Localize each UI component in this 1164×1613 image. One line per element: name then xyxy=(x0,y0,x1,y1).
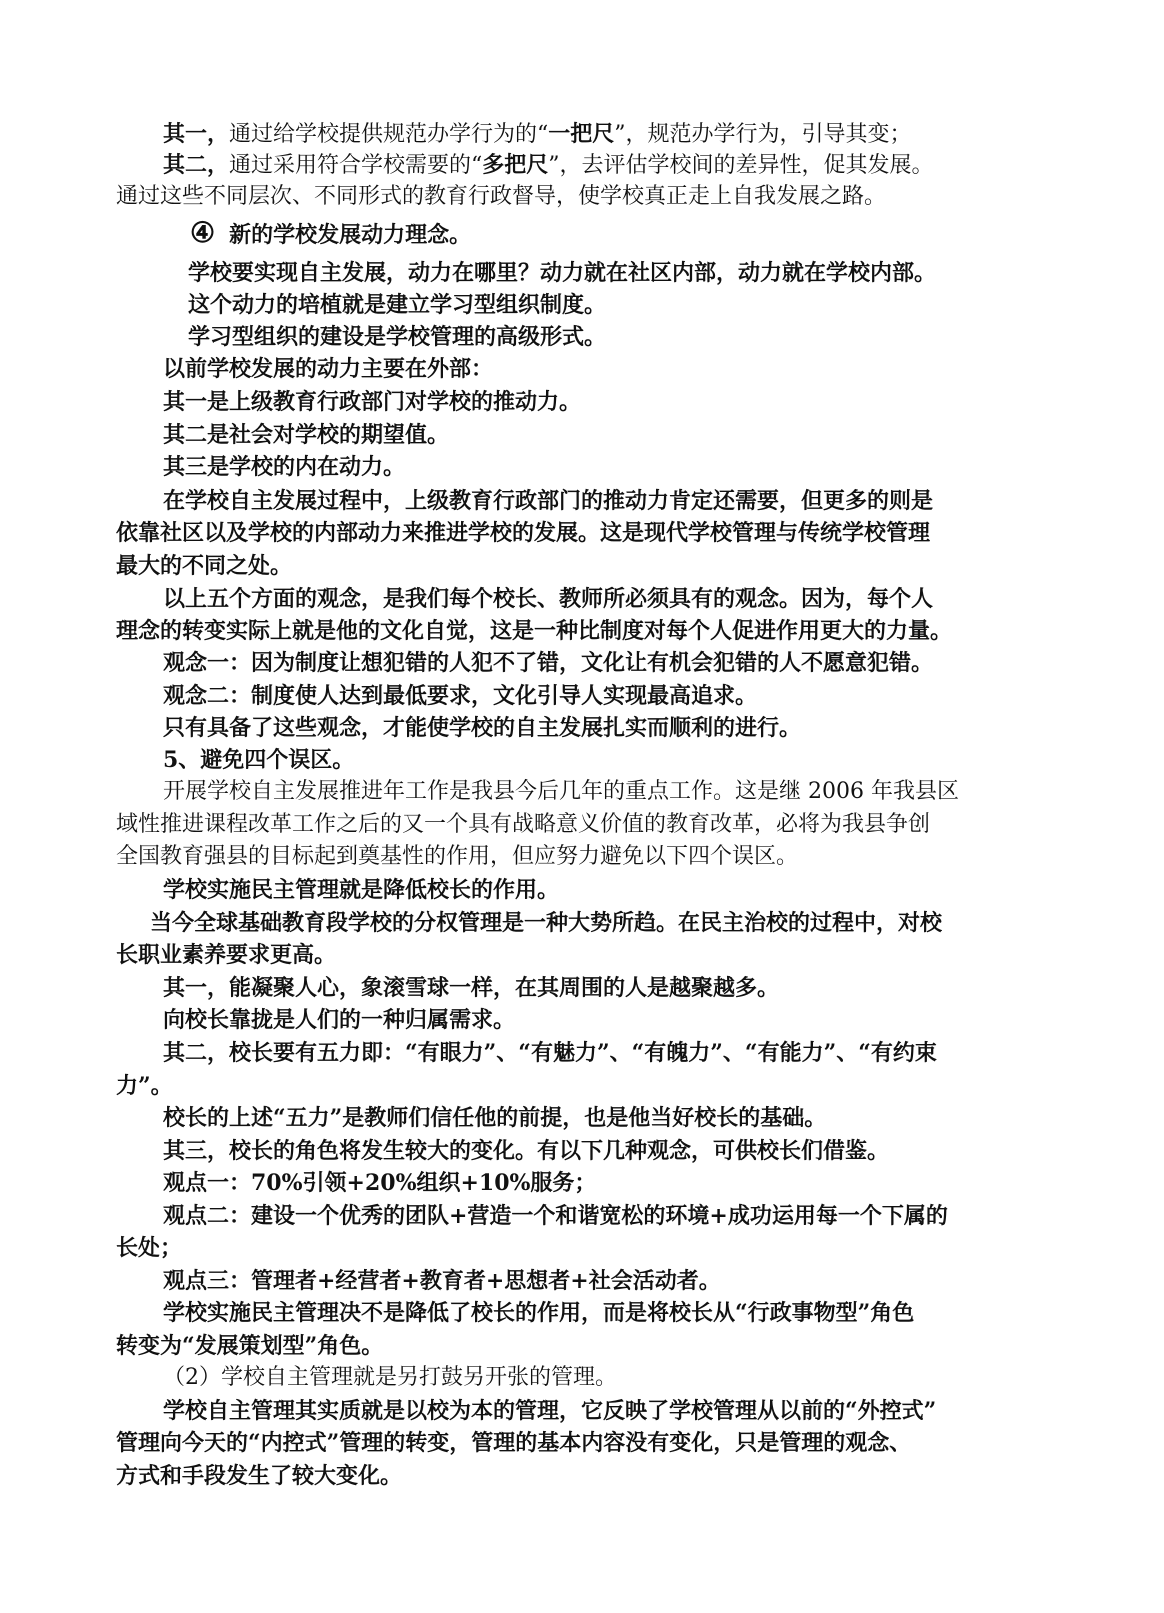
para-line-27: 其一，能凝聚人心，象滚雪球一样，在其周围的人是越聚越多。 xyxy=(163,975,780,1001)
para-line-11: 其三是学校的内在动力。 xyxy=(163,454,406,480)
para-line-14: 最大的不同之处。 xyxy=(116,553,293,579)
para-line-23: 全国教育强县的目标起到奠基性的作用，但应努力避免以下四个误区。 xyxy=(116,844,799,869)
para-line-40: 学校自主管理其实质就是以校为本的管理，它反映了学校管理从以前的“外控式” xyxy=(163,1398,937,1424)
para-line-32: 其三，校长的角色将发生较大的变化。有以下几种观念，可供校长们借鉴。 xyxy=(163,1138,890,1164)
para-line-37: 学校实施民主管理决不是降低了校长的作用，而是将校长从“行政事物型”角色 xyxy=(163,1300,915,1326)
para-line-08: 以前学校发展的动力主要在外部： xyxy=(163,356,494,382)
para-line-17: 观念一：因为制度让想犯错的人犯不了错，文化让有机会犯错的人不愿意犯错。 xyxy=(163,650,934,676)
para-line-31: 校长的上述“五力”是教师们信任他的前提，也是他当好校长的基础。 xyxy=(163,1105,827,1131)
para-line-21: 开展学校自主发展推进年工作是我县今后几年的重点工作。这是继 2006 年我县区 xyxy=(163,779,959,804)
para-line-01 xyxy=(163,117,1043,151)
para-line-02 xyxy=(163,148,1043,182)
para-line-41: 管理向今天的“内控式”管理的转变，管理的基本内容没有变化，只是管理的观念、 xyxy=(116,1430,912,1456)
emphasis-term: 一把尺 xyxy=(548,121,615,147)
lead-label: 其二， xyxy=(163,152,230,178)
lead-label: 其一， xyxy=(163,121,230,147)
para-line-16: 理念的转变实际上就是他的文化自觉，这是一种比制度对每个人促进作用更大的力量。 xyxy=(116,618,953,644)
subsection-heading-2: （2）学校自主管理就是另打鼓另开张的管理。 xyxy=(163,1365,617,1390)
para-line-38: 转变为“发展策划型”角色。 xyxy=(116,1333,384,1359)
para-line-05: 学校要实现自主发展，动力在哪里？动力就在社区内部，动力就在学校内部。 xyxy=(188,260,937,286)
para-line-09: 其一是上级教育行政部门对学校的推动力。 xyxy=(163,389,582,415)
section-heading-5: 5、避免四个误区。 xyxy=(163,747,355,773)
line-text-tail: ”，规范办学行为，引导其变； xyxy=(614,122,912,147)
para-line-36: 观点三：管理者+经营者+教育者+思想者+社会活动者。 xyxy=(163,1268,721,1294)
circled-number-marker: ④ xyxy=(190,216,216,249)
section-heading-4 xyxy=(190,216,1040,250)
para-line-42: 方式和手段发生了较大变化。 xyxy=(116,1463,403,1489)
line-text: 通过给学校提供规范办学行为的“ xyxy=(229,122,549,147)
section-heading-text: 新的学校发展动力理念。 xyxy=(229,222,472,248)
para-line-33: 观点一：70%引领+20%组织+10%服务； xyxy=(163,1170,597,1196)
para-line-12: 在学校自主发展过程中，上级教育行政部门的推动力肯定还需要，但更多的则是 xyxy=(163,488,934,514)
emphasis-term: 多把尺 xyxy=(482,152,549,178)
para-line-19: 只有具备了这些观念，才能使学校的自主发展扎实而顺利的进行。 xyxy=(163,715,802,741)
para-line-30: 力”。 xyxy=(116,1073,173,1099)
para-line-26: 长职业素养要求更高。 xyxy=(116,942,337,968)
para-line-35: 长处； xyxy=(116,1235,183,1261)
para-line-13: 依靠社区以及学校的内部动力来推进学校的发展。这是现代学校管理与传统学校管理 xyxy=(116,520,931,546)
para-line-03: 通过这些不同层次、不同形式的教育行政督导，使学校真正走上自我发展之路。 xyxy=(116,184,887,209)
line-text-tail: ”，去评估学校间的差异性，促其发展。 xyxy=(548,153,934,178)
para-line-34: 观点二：建设一个优秀的团队+营造一个和谐宽松的环境+成功运用每一个下属的 xyxy=(163,1203,948,1229)
para-line-07: 学习型组织的建设是学校管理的高级形式。 xyxy=(188,324,607,350)
para-line-24: 学校实施民主管理就是降低校长的作用。 xyxy=(163,877,560,903)
para-line-25: 当今全球基础教育段学校的分权管理是一种大势所趋。在民主治校的过程中，对校 xyxy=(150,910,943,936)
para-line-22: 域性推进课程改革工作之后的又一个具有战略意义价值的教育改革，必将为我县争创 xyxy=(116,812,931,837)
para-line-06: 这个动力的培植就是建立学习型组织制度。 xyxy=(188,292,607,318)
para-line-18: 观念二：制度使人达到最低要求，文化引导人实现最高追求。 xyxy=(163,683,758,709)
para-line-28: 向校长靠拢是人们的一种归属需求。 xyxy=(163,1007,516,1033)
para-line-15: 以上五个方面的观念，是我们每个校长、教师所必须具有的观念。因为，每个人 xyxy=(163,586,934,612)
para-line-10: 其二是社会对学校的期望值。 xyxy=(163,422,450,448)
para-line-29: 其二，校长要有五力即：“有眼力”、“有魅力”、“有魄力”、“有能力”、“有约束 xyxy=(163,1040,937,1066)
line-text: 通过采用符合学校需要的“ xyxy=(229,153,483,178)
